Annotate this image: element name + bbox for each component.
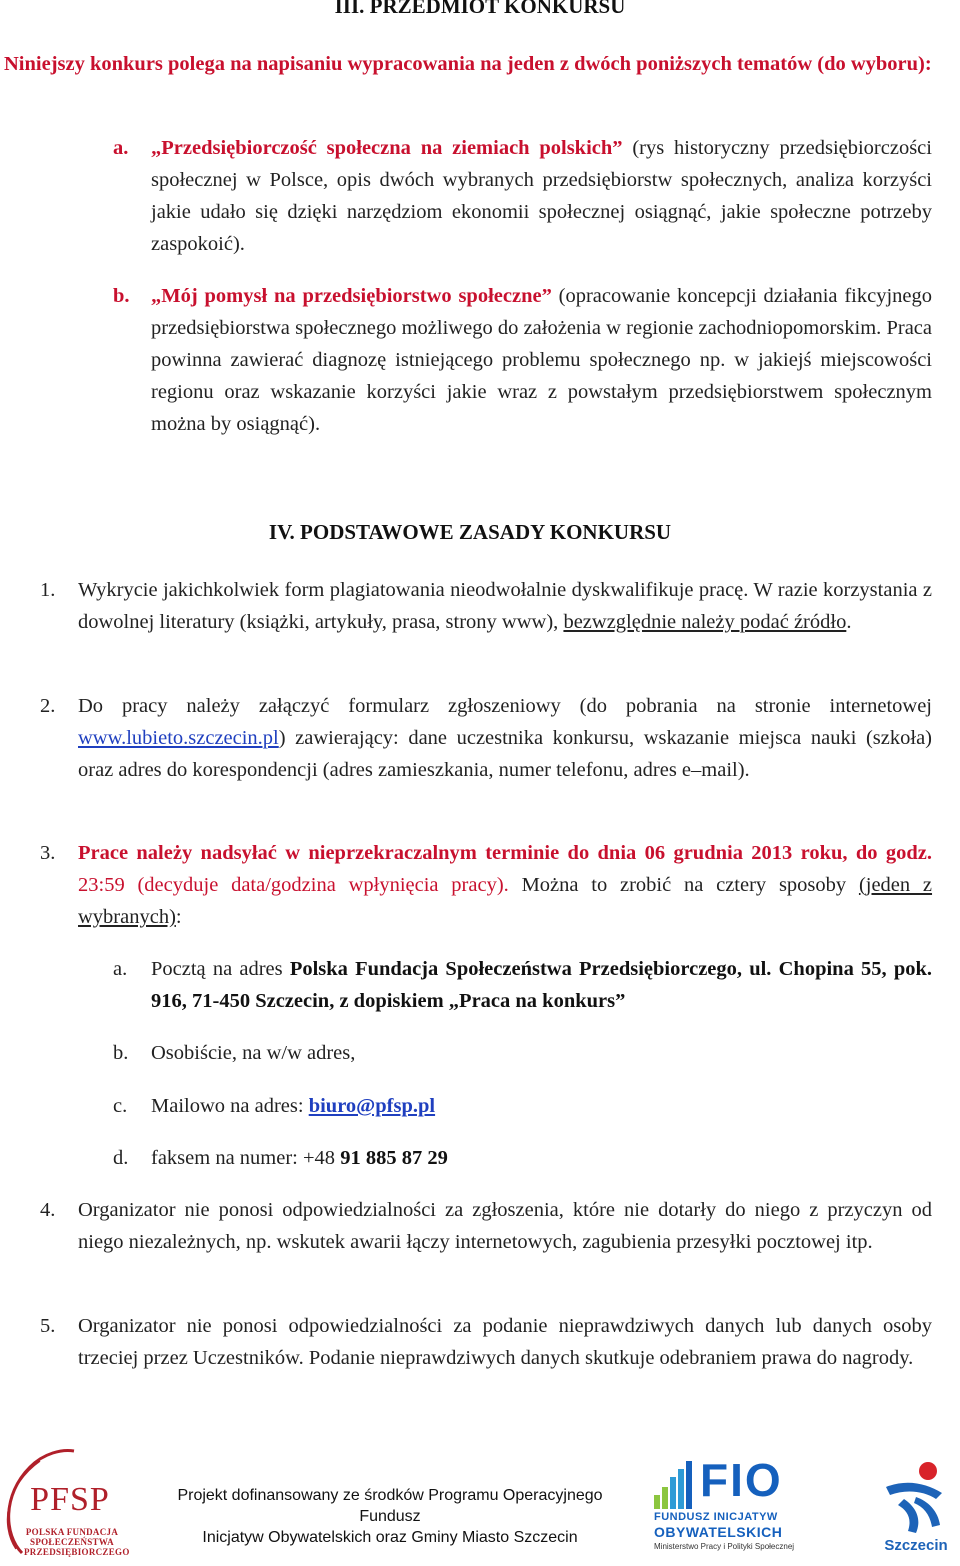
fax-number: 91 885 87 29 (340, 1147, 448, 1169)
szczecin-logo-name: Szczecin (884, 1537, 948, 1554)
rule-body-continued: ) zawierający: dane uczestnika konkursu, wskazanie miejsca nauki (szkoła) oraz adres do korespondencji (adres zamieszkania, numer telefonu, adres e–mail). (78, 727, 932, 781)
fio-logo-name: FIO (700, 1454, 783, 1506)
fio-sub-line: Ministerstwo Pracy i Polityki Społecznej (654, 1542, 795, 1551)
topic-a-description: (rys historyczny przedsiębiorczości społecznej w Polsce, opis dwóch wybranych przedsiębiorstw społecznych, analiza korzyści jakie udało się dzięki narzędziom ekonomii społecznej osiągnąć, jakie społeczne potrzeby zaspokoić). (151, 137, 932, 255)
section-intro: Niniejszy konkurs polega na napisaniu wypracowania na jeden z dwóch poniższych tematów (do wyboru): (4, 53, 932, 75)
topic-a-title: „Przedsiębiorczość społeczna na ziemiach polskich” (151, 137, 623, 159)
szczecin-figure-icon (876, 1457, 956, 1537)
rule-body: Wykrycie jakichkolwiek form plagiatowania nieodwołalnie dyskwalifikuje pracę. W razie korzystania z dowolnej literatury (książki, artykuły, prasa, strony www), (78, 579, 932, 633)
fio-sub-line: OBYWATELSKICH (654, 1524, 783, 1540)
rule-text: Organizator nie ponosi odpowiedzialności za zgłoszenia, które nie dotarły do niego z przyczyn od niego niezależnych, np. wskutek awarii łączy internetowych, zagubienia przesyłki pocztowej itp. (78, 1199, 932, 1253)
deadline-note: (decyduje data/godzina wpłynięcia pracy). (137, 874, 509, 896)
list-marker: 4. (40, 1199, 56, 1221)
list-marker: a. (113, 958, 128, 980)
list-marker: b. (113, 1042, 129, 1064)
list-marker: a. (113, 137, 129, 159)
topic-a-text (151, 132, 932, 260)
szczecin-logo (876, 1457, 956, 1559)
funding-note (150, 1485, 630, 1548)
choice-note: (jeden z wybranych) (78, 874, 933, 928)
rule-text (78, 837, 932, 933)
list-marker: d. (113, 1147, 129, 1169)
postal-address: Polska Fundacja Społeczeństwa Przedsiębiorczego, ul. Chopina 55, pok. 916, 71-450 Szczecin, z dopiskiem „Praca na konkurs” (151, 958, 932, 1012)
pfsp-logo-name: PFSP (30, 1481, 110, 1518)
fio-logo-subtitle (654, 1511, 804, 1553)
pfsp-sub-line: POLSKA FUNDACJA (25, 1527, 119, 1537)
option-fax (151, 1142, 932, 1174)
list-marker: b. (113, 285, 130, 307)
pfsp-sub-line: SPOŁECZEŃSTWA (30, 1537, 114, 1547)
funding-line: Inicjatyw Obywatelskich oraz Gminy Miasto Szczecin (202, 1529, 578, 1546)
list-marker: 2. (40, 695, 56, 717)
source-requirement: bezwzględnie należy podać źródło (563, 611, 847, 633)
rule-body: Można to zrobić na cztery sposoby (521, 874, 847, 896)
rule-text (78, 574, 932, 638)
footer (0, 1445, 960, 1561)
list-marker: 3. (40, 842, 56, 864)
option-post (151, 953, 932, 1017)
list-marker: c. (113, 1095, 128, 1117)
rule-text: Organizator nie ponosi odpowiedzialności za podanie nieprawdziwych danych lub danych osoby trzeciej przez Uczestników. Podanie nieprawdziwych danych skutkuje odebraniem prawa do nagrody. (78, 1315, 932, 1369)
fio-logo (652, 1454, 812, 1559)
rule-body: Do pracy należy załączyć formularz zgłoszeniowy (do pobrania na stronie internetowej (78, 695, 932, 717)
option-label: faksem na numer: +48 (151, 1147, 336, 1169)
pfsp-logo (0, 1445, 130, 1561)
fio-sub-line: FUNDUSZ INICJATYW (654, 1511, 778, 1523)
pfsp-logo-subtitle (24, 1527, 130, 1557)
section-title: IV. PODSTAWOWE ZASADY KONKURSU (268, 520, 672, 544)
section-title: III. PRZEDMIOT KONKURSU (334, 0, 626, 18)
topic-b-title: „Mój pomysł na przedsiębiorstwo społeczne” (151, 285, 552, 307)
website-link[interactable]: www.lubieto.szczecin.pl (78, 727, 279, 749)
deadline: Prace należy nadsyłać w nieprzekraczalnym terminie do dnia 06 grudnia 2013 roku, do godz. (78, 842, 932, 864)
rule-text (78, 690, 932, 786)
rule-end: : (175, 906, 182, 928)
rule-end: . (846, 611, 852, 633)
list-marker: 1. (40, 579, 56, 601)
topic-b-description: (opracowanie koncepcji działania fikcyjnego przedsiębiorstwa społecznego możliwego do założenia w regionie zachodniopomorskim. Praca powinna zawierać diagnozę istniejącego problemu społecznego np. w jakiejś miejscowości regionu oraz wskazanie korzyści jakie wraz z powstałym przedsiębiorstwem społecznym można by osiągnąć). (151, 285, 933, 435)
deadline-time: 23:59 (78, 874, 125, 896)
option-label: Pocztą na adres (151, 958, 283, 980)
funding-line: Projekt dofinansowany ze środków Programu Operacyjnego Fundusz (177, 1487, 603, 1525)
option-email (151, 1090, 932, 1122)
option-label: Mailowo na adres: (151, 1095, 304, 1117)
list-marker: 5. (40, 1315, 56, 1337)
topic-b-text (151, 280, 932, 440)
pfsp-sub-line: PRZEDSIĘBIORCZEGO (24, 1547, 130, 1557)
option-in-person: Osobiście, na w/w adres, (151, 1042, 356, 1064)
fio-bars-icon (652, 1459, 696, 1511)
email-link[interactable]: biuro@pfsp.pl (308, 1095, 436, 1117)
